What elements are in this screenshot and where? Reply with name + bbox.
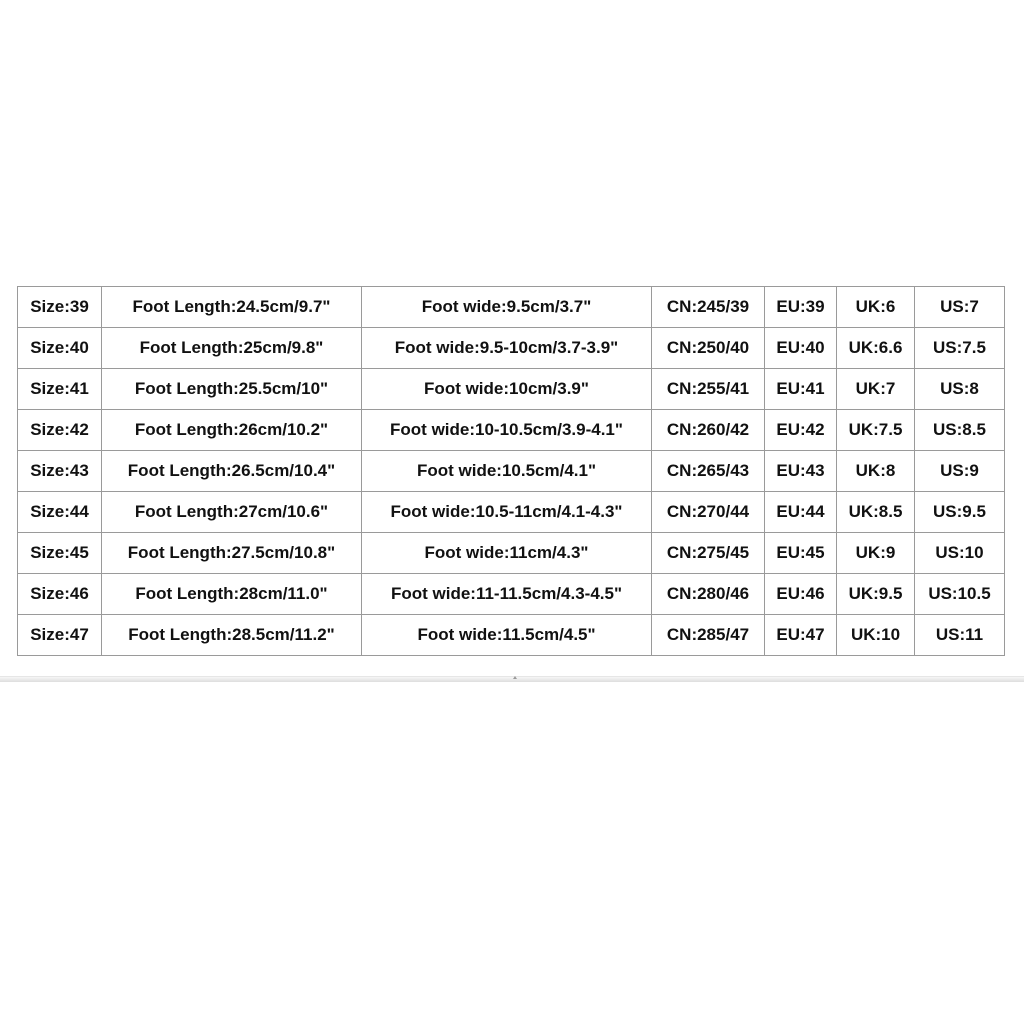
size-cell: Size:45 bbox=[18, 533, 102, 574]
uk-size-cell: UK:7 bbox=[837, 369, 915, 410]
cn-size-cell: CN:260/42 bbox=[652, 410, 765, 451]
foot-length-cell: Foot Length:27.5cm/10.8" bbox=[102, 533, 362, 574]
cn-size-cell: CN:285/47 bbox=[652, 615, 765, 656]
eu-size-cell: EU:44 bbox=[765, 492, 837, 533]
eu-size-cell: EU:43 bbox=[765, 451, 837, 492]
table-row bbox=[18, 328, 1005, 369]
foot-width-cell: Foot wide:11-11.5cm/4.3-4.5" bbox=[362, 574, 652, 615]
uk-size-cell: UK:9 bbox=[837, 533, 915, 574]
foot-length-cell: Foot Length:28cm/11.0" bbox=[102, 574, 362, 615]
foot-width-cell: Foot wide:9.5-10cm/3.7-3.9" bbox=[362, 328, 652, 369]
table-row bbox=[18, 410, 1005, 451]
eu-size-cell: EU:41 bbox=[765, 369, 837, 410]
us-size-cell: US:9.5 bbox=[915, 492, 1005, 533]
us-size-cell: US:8.5 bbox=[915, 410, 1005, 451]
size-cell: Size:41 bbox=[18, 369, 102, 410]
size-cell: Size:42 bbox=[18, 410, 102, 451]
table-row bbox=[18, 533, 1005, 574]
foot-length-cell: Foot Length:24.5cm/9.7" bbox=[102, 287, 362, 328]
cn-size-cell: CN:255/41 bbox=[652, 369, 765, 410]
us-size-cell: US:11 bbox=[915, 615, 1005, 656]
uk-size-cell: UK:7.5 bbox=[837, 410, 915, 451]
uk-size-cell: UK:9.5 bbox=[837, 574, 915, 615]
table-row bbox=[18, 574, 1005, 615]
foot-width-cell: Foot wide:10.5cm/4.1" bbox=[362, 451, 652, 492]
size-cell: Size:39 bbox=[18, 287, 102, 328]
divider-handle-icon[interactable] bbox=[513, 676, 517, 679]
size-cell: Size:46 bbox=[18, 574, 102, 615]
foot-width-cell: Foot wide:10.5-11cm/4.1-4.3" bbox=[362, 492, 652, 533]
cn-size-cell: CN:275/45 bbox=[652, 533, 765, 574]
eu-size-cell: EU:40 bbox=[765, 328, 837, 369]
cn-size-cell: CN:270/44 bbox=[652, 492, 765, 533]
foot-width-cell: Foot wide:10cm/3.9" bbox=[362, 369, 652, 410]
table-row bbox=[18, 369, 1005, 410]
eu-size-cell: EU:39 bbox=[765, 287, 837, 328]
us-size-cell: US:7 bbox=[915, 287, 1005, 328]
uk-size-cell: UK:8 bbox=[837, 451, 915, 492]
uk-size-cell: UK:6.6 bbox=[837, 328, 915, 369]
cn-size-cell: CN:265/43 bbox=[652, 451, 765, 492]
foot-length-cell: Foot Length:25.5cm/10" bbox=[102, 369, 362, 410]
size-cell: Size:43 bbox=[18, 451, 102, 492]
us-size-cell: US:10 bbox=[915, 533, 1005, 574]
size-cell: Size:44 bbox=[18, 492, 102, 533]
foot-length-cell: Foot Length:27cm/10.6" bbox=[102, 492, 362, 533]
size-cell: Size:47 bbox=[18, 615, 102, 656]
uk-size-cell: UK:8.5 bbox=[837, 492, 915, 533]
foot-width-cell: Foot wide:11.5cm/4.5" bbox=[362, 615, 652, 656]
foot-width-cell: Foot wide:10-10.5cm/3.9-4.1" bbox=[362, 410, 652, 451]
us-size-cell: US:9 bbox=[915, 451, 1005, 492]
size-chart-table bbox=[17, 286, 1005, 656]
us-size-cell: US:7.5 bbox=[915, 328, 1005, 369]
table-row bbox=[18, 492, 1005, 533]
pane-divider[interactable] bbox=[0, 676, 1024, 682]
eu-size-cell: EU:46 bbox=[765, 574, 837, 615]
cn-size-cell: CN:280/46 bbox=[652, 574, 765, 615]
foot-length-cell: Foot Length:26cm/10.2" bbox=[102, 410, 362, 451]
table-row bbox=[18, 615, 1005, 656]
foot-width-cell: Foot wide:9.5cm/3.7" bbox=[362, 287, 652, 328]
us-size-cell: US:8 bbox=[915, 369, 1005, 410]
eu-size-cell: EU:45 bbox=[765, 533, 837, 574]
uk-size-cell: UK:10 bbox=[837, 615, 915, 656]
table-row bbox=[18, 451, 1005, 492]
uk-size-cell: UK:6 bbox=[837, 287, 915, 328]
eu-size-cell: EU:42 bbox=[765, 410, 837, 451]
foot-width-cell: Foot wide:11cm/4.3" bbox=[362, 533, 652, 574]
size-chart-body bbox=[18, 287, 1005, 656]
table-row bbox=[18, 287, 1005, 328]
eu-size-cell: EU:47 bbox=[765, 615, 837, 656]
foot-length-cell: Foot Length:25cm/9.8" bbox=[102, 328, 362, 369]
foot-length-cell: Foot Length:28.5cm/11.2" bbox=[102, 615, 362, 656]
foot-length-cell: Foot Length:26.5cm/10.4" bbox=[102, 451, 362, 492]
us-size-cell: US:10.5 bbox=[915, 574, 1005, 615]
cn-size-cell: CN:250/40 bbox=[652, 328, 765, 369]
cn-size-cell: CN:245/39 bbox=[652, 287, 765, 328]
size-cell: Size:40 bbox=[18, 328, 102, 369]
